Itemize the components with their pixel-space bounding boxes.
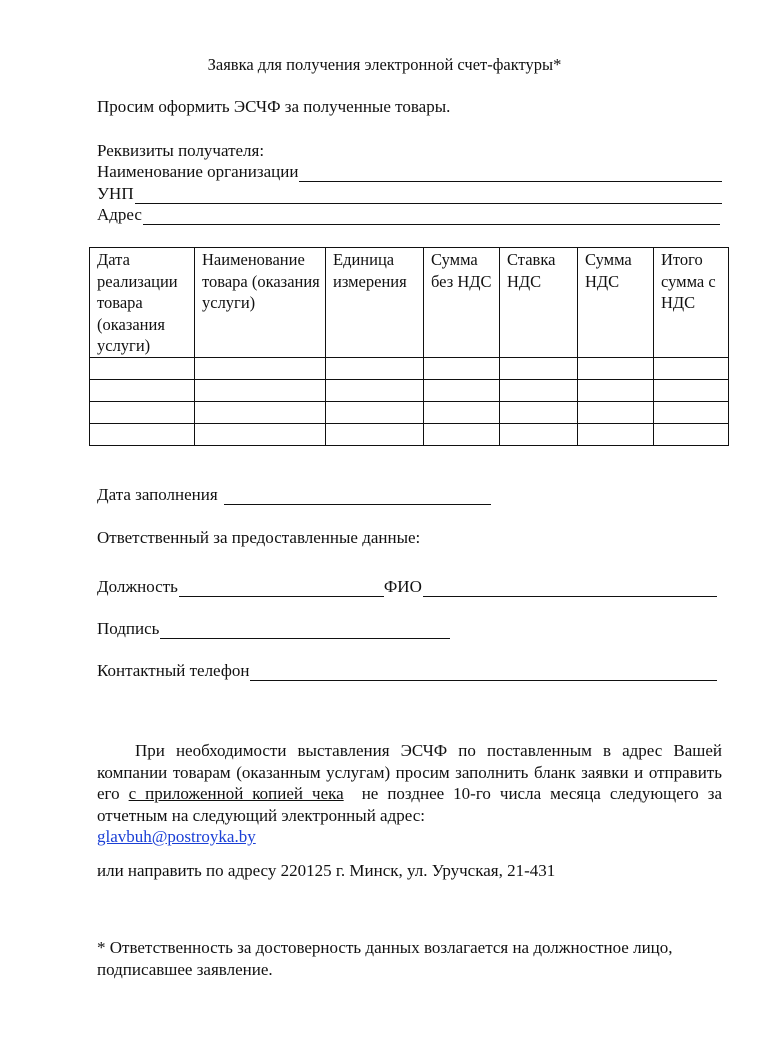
fill-date-row [97, 485, 491, 505]
table-cell[interactable] [90, 379, 195, 401]
fill-date-label: Дата заполнения [97, 485, 218, 504]
table-body [90, 357, 729, 445]
unp-label: УНП [97, 184, 134, 203]
column-header-total: Итого сумма с НДС [654, 248, 729, 358]
position-label: Должность [97, 577, 178, 596]
table-cell[interactable] [195, 357, 326, 379]
table-cell[interactable] [195, 379, 326, 401]
org-name-field[interactable] [299, 166, 722, 182]
table-cell[interactable] [654, 423, 729, 445]
signature-label: Подпись [97, 619, 160, 638]
table-cell[interactable] [424, 401, 500, 423]
address-label: Адрес [97, 205, 142, 224]
phone-field[interactable] [250, 665, 717, 681]
table-row [90, 423, 729, 445]
instructions-underlined: с приложенной копией чека [128, 784, 344, 804]
table-cell[interactable] [424, 357, 500, 379]
table-cell[interactable] [424, 423, 500, 445]
table-cell[interactable] [500, 401, 578, 423]
address-field[interactable] [143, 209, 720, 225]
postal-line: или направить по адресу 220125 г. Минск, ул. Уручская, 21-431 [97, 861, 556, 880]
phone-row [97, 661, 717, 681]
unp-field[interactable] [135, 188, 722, 204]
phone-label: Контактный телефон [97, 661, 250, 680]
address-row [97, 205, 720, 225]
org-name-row [97, 162, 722, 182]
table-row [90, 357, 729, 379]
table-cell[interactable] [578, 401, 654, 423]
unp-row [97, 184, 722, 204]
table-cell[interactable] [90, 423, 195, 445]
position-field[interactable] [179, 581, 384, 597]
signature-field[interactable] [160, 623, 450, 639]
table-cell[interactable] [654, 401, 729, 423]
recipient-heading: Реквизиты получателя: [97, 141, 265, 160]
invoice-table [89, 247, 729, 446]
column-header-sum-no-vat: Сумма без НДС [424, 248, 500, 358]
table-cell[interactable] [326, 423, 424, 445]
table-cell[interactable] [500, 379, 578, 401]
table-cell[interactable] [326, 379, 424, 401]
email-line [97, 827, 256, 847]
table-cell[interactable] [326, 357, 424, 379]
fio-label: ФИО [383, 577, 422, 596]
column-header-name: Наименование товара (оказания услуги) [195, 248, 326, 358]
column-header-date: Дата реализации товара (оказания услуги) [90, 248, 195, 358]
position-fio-row [97, 577, 717, 597]
org-name-label: Наименование организации [97, 162, 299, 181]
instructions-part1: При необходимости выставления ЭСЧФ по поставленным в адрес Вашей компании товарам (оказанным услугам) просим заполнить бланк заявки и отправить его [97, 741, 722, 804]
responsible-label: Ответственный за предоставленные данные: [97, 528, 421, 547]
table-cell[interactable] [90, 401, 195, 423]
fio-field[interactable] [423, 581, 717, 597]
table-row [90, 401, 729, 423]
column-header-vat-sum: Сумма НДС [578, 248, 654, 358]
email-link[interactable]: glavbuh@postroyka.by [97, 827, 256, 846]
table-cell[interactable] [195, 423, 326, 445]
instructions-paragraph [97, 740, 722, 826]
table-cell[interactable] [326, 401, 424, 423]
table-cell[interactable] [424, 379, 500, 401]
table-cell[interactable] [578, 423, 654, 445]
table-row [90, 379, 729, 401]
footnote: * Ответственность за достоверность данных возлагается на должностное лицо, подписавшее заявление. [97, 938, 673, 979]
table-cell[interactable] [578, 357, 654, 379]
table-cell[interactable] [654, 379, 729, 401]
table-cell[interactable] [654, 357, 729, 379]
table-cell[interactable] [578, 379, 654, 401]
instructions-part2: не позднее 10-го числа месяца следующего за отчетным на следующий электронный адрес: [97, 784, 723, 825]
column-header-vat-rate: Ставка НДС [500, 248, 578, 358]
table-header-row [90, 248, 729, 358]
table-cell[interactable] [500, 423, 578, 445]
table-cell[interactable] [90, 357, 195, 379]
column-header-unit: Единица измерения [326, 248, 424, 358]
fill-date-field[interactable] [224, 489, 491, 505]
document-title: Заявка для получения электронной счет-фактуры* [207, 55, 562, 74]
table-cell[interactable] [195, 401, 326, 423]
table-cell[interactable] [500, 357, 578, 379]
request-line: Просим оформить ЭСЧФ за полученные товары. [97, 97, 451, 116]
signature-row [97, 619, 450, 639]
